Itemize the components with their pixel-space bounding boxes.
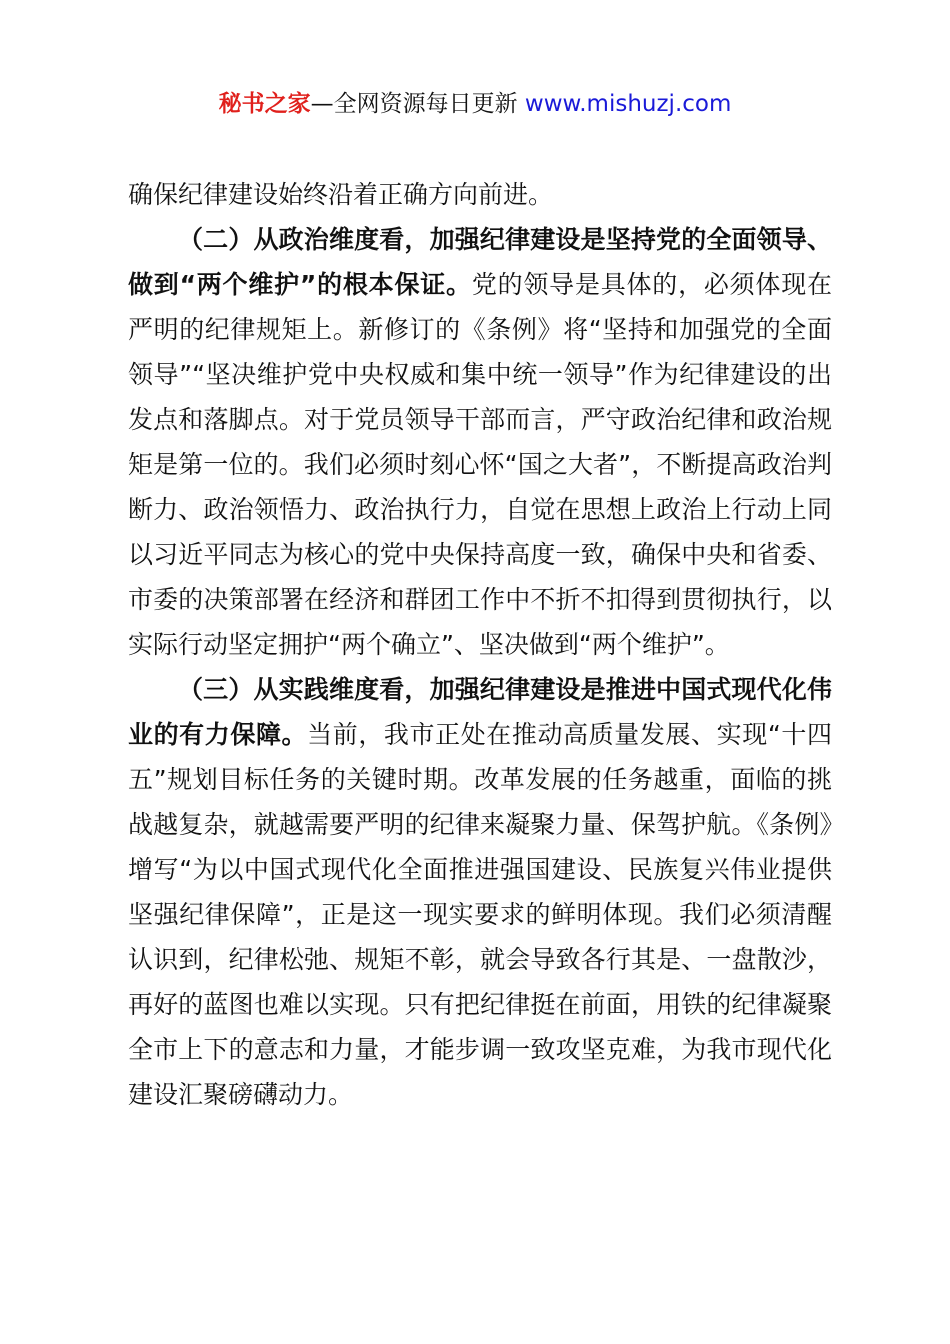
section-heading-political: （二）从政治维度看，加强纪律建设是坚持党的全面领导、做到“两个维护”的根本保证。 (128, 225, 832, 299)
section-text-political: 党的领导是具体的，必须体现在严明的纪律规矩上。新修订的《条例》将“坚持和加强党的全面领导”“坚决维护党中央权威和集中统一领导”作为纪律建设的出发点和落脚点。对于党员领导干部而言，严守政治纪律和政治规矩是第一位的。我们必须时刻心怀“国之大者”，不断提高政治判断力、政治领悟力、政治执行力，自觉在思想上政治上行动上同以习近平同志为核心的党中央保持高度一致，确保中央和省委、市委的决策部署在经济和群团工作中不折不扣得到贯彻执行，以实际行动坚定拥护“两个确立”、坚决做到“两个维护”。 (128, 270, 832, 659)
brand-name: 秘书之家 (218, 91, 311, 117)
section-text-practice: 当前，我市正处在推动高质量发展、实现“十四五”规划目标任务的关键时期。改革发展的任务越重，面临的挑战越复杂，就越需要严明的纪律来凝聚力量、保驾护航。《条例》增写“为以中国式现代化全面推进强国建设、民族复兴伟业提供坚强纪律保障”，正是这一现实要求的鲜明体现。我们必须清醒认识到，纪律松弛、规矩不彰，就会导致各行其是、一盘散沙，再好的蓝图也难以实现。只有把纪律挺在前面，用铁的纪律凝聚全市上下的意志和力量，才能步调一致攻坚克难，为我市现代化建设汇聚磅礴动力。 (128, 720, 832, 1109)
document-body (128, 172, 832, 1117)
header-tagline: —全网资源每日更新 (310, 91, 525, 117)
site-header (0, 86, 950, 122)
paragraph-practice-dimension (128, 667, 832, 1117)
section-heading-practice: （三）从实践维度看，加强纪律建设是推进中国式现代化伟业的有力保障。 (128, 675, 832, 749)
site-url-link[interactable]: www.mishuzj.com (524, 91, 732, 117)
paragraph-continuation: 确保纪律建设始终沿着正确方向前进。 (128, 180, 554, 209)
paragraph-political-dimension (128, 217, 832, 667)
